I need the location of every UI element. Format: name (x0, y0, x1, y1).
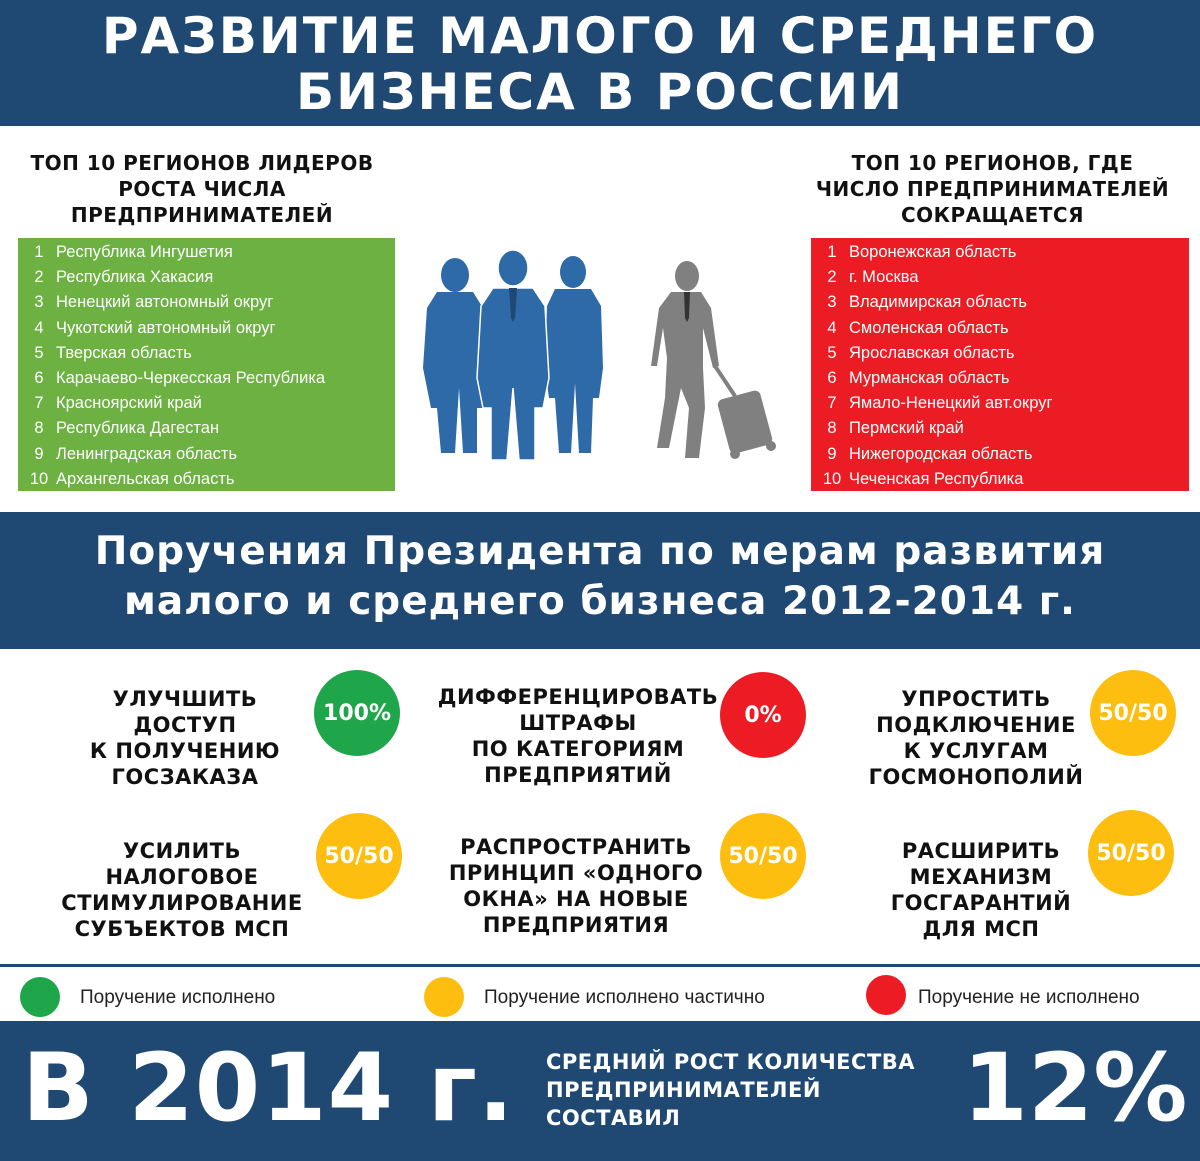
list-item-label: Республика Дагестан (56, 419, 220, 438)
order-line: ОКНА» НА НОВЫЕ (463, 887, 689, 911)
order-line: ДОСТУП (133, 713, 237, 737)
order-item-text (866, 838, 1096, 942)
list-item-number: 5 (827, 343, 837, 362)
order-line: СУБЪЕКТОВ МСП (74, 917, 290, 941)
decline-heading-line1: ТОП 10 РЕГИОНОВ, ГДЕ (851, 151, 1134, 175)
list-item-number: 1 (34, 243, 44, 262)
list-item-number: 8 (34, 419, 44, 438)
orders-title-line1: Поручения Президента по мерам развития (94, 529, 1106, 574)
summary-year: В 2014 г. (22, 1034, 515, 1143)
status-badge-label: 100% (323, 700, 391, 726)
order-line: НАЛОГОВОЕ (105, 865, 259, 889)
list-item-number: 6 (34, 369, 44, 388)
list-item-label: Владимирская область (849, 293, 1028, 312)
list-item-label: Смоленская область (849, 318, 1009, 337)
order-line: К УСЛУГАМ (903, 739, 1049, 763)
legend-not-done-label: Поручение не исполнено (918, 987, 1140, 1008)
list-item-number: 2 (827, 268, 837, 287)
list-item-number: 4 (827, 318, 837, 337)
summary-label-line1: СРЕДНИЙ РОСТ КОЛИЧЕСТВА (546, 1050, 916, 1074)
list-item (811, 290, 1189, 315)
order-line: ГОСМОНОПОЛИЙ (868, 765, 1084, 789)
order-item-text (436, 684, 720, 788)
list-item-label: Архангельская область (56, 469, 235, 488)
list-item-label: Чеченская Республика (849, 469, 1024, 488)
decline-heading-line2: ЧИСЛО ПРЕДПРИНИМАТЕЛЕЙ (815, 177, 1170, 201)
businessmen-illustration (405, 248, 800, 463)
order-line: ГОСГАРАНТИЙ (890, 891, 1072, 915)
status-badge-label: 50/50 (324, 843, 394, 869)
list-item-label: Тверская область (56, 343, 192, 362)
order-line: ПОДКЛЮЧЕНИЕ (876, 713, 1076, 737)
list-item-label: Чукотский автономный округ (56, 318, 276, 337)
order-line: ДИФФЕРЕНЦИРОВАТЬ (437, 685, 719, 709)
page-title (0, 8, 1200, 120)
order-line: РАСПРОСТРАНИТЬ (460, 835, 692, 859)
summary-label-line3: СОСТАВИЛ (546, 1106, 681, 1130)
list-item (18, 467, 395, 492)
list-item-number: 2 (34, 268, 44, 287)
decline-regions-list (811, 238, 1189, 491)
growth-regions-list (18, 238, 395, 491)
list-item (18, 442, 395, 467)
list-item-number: 5 (34, 343, 44, 362)
growth-list-heading (12, 150, 392, 228)
order-line: ПО КАТЕГОРИЯМ (471, 737, 685, 761)
businessman-with-suitcase-icon (651, 261, 776, 459)
summary-value: 12% (962, 1034, 1188, 1143)
list-item-number: 10 (29, 469, 49, 488)
list-item-label: Нижегородская область (849, 444, 1033, 463)
list-item (811, 240, 1189, 265)
legend-yellow-dot (424, 977, 464, 1017)
list-item (811, 442, 1189, 467)
order-line: ПРЕДПРИЯТИЙ (484, 763, 672, 787)
legend-done-label: Поручение исполнено (80, 987, 276, 1008)
order-item-text (444, 834, 708, 938)
list-item-number: 3 (827, 293, 837, 312)
list-item-label: Мурманская область (849, 369, 1010, 388)
status-badge-label: 50/50 (1096, 840, 1166, 866)
list-item-number: 9 (827, 444, 837, 463)
list-item (811, 416, 1189, 441)
list-item (811, 265, 1189, 290)
order-line: МЕХАНИЗМ (909, 865, 1053, 889)
list-item (18, 366, 395, 391)
order-line: ПРЕДПРИЯТИЯ (482, 913, 670, 937)
order-line: ДЛЯ МСП (922, 917, 1040, 941)
list-item-number: 7 (827, 394, 837, 413)
list-item-number: 4 (34, 318, 44, 337)
list-item-label: Пермский край (849, 419, 964, 438)
order-item-text (52, 838, 312, 942)
status-badge-not-done (720, 672, 806, 758)
list-item (811, 366, 1189, 391)
list-item (18, 391, 395, 416)
list-item-label: Карачаево-Черкесская Республика (56, 369, 326, 388)
growth-heading-line2: РОСТА ЧИСЛА (118, 177, 286, 201)
status-badge-label: 50/50 (728, 843, 798, 869)
page-title-line2: БИЗНЕСА В РОССИИ (295, 63, 905, 121)
list-item (18, 416, 395, 441)
list-item-number: 1 (827, 243, 837, 262)
order-line: УПРОСТИТЬ (901, 687, 1051, 711)
order-item-text (856, 686, 1096, 790)
status-badge-partial (316, 813, 402, 899)
list-item-label: Ярославская область (849, 343, 1015, 362)
list-item (811, 316, 1189, 341)
list-item (811, 341, 1189, 366)
list-item (18, 240, 395, 265)
decline-heading-line3: СОКРАЩАЕТСЯ (900, 203, 1085, 227)
status-badge-done (314, 670, 400, 756)
businessmen-group-icon (423, 250, 603, 460)
list-item-label: Воронежская область (849, 243, 1017, 262)
orders-title (0, 527, 1200, 627)
status-badge-label: 0% (744, 702, 782, 728)
list-item (18, 341, 395, 366)
order-line: ГОСЗАКАЗА (111, 765, 259, 789)
order-line: РАСШИРИТЬ (901, 839, 1061, 863)
status-badge-partial (1090, 670, 1176, 756)
status-badge-label: 50/50 (1098, 700, 1168, 726)
list-item-label: Ненецкий автономный округ (56, 293, 274, 312)
list-item-number: 9 (34, 444, 44, 463)
list-item-label: Ямало-Ненецкий авт.округ (849, 394, 1053, 413)
status-badge-partial (720, 813, 806, 899)
list-item-label: Республика Ингушетия (56, 243, 233, 262)
list-item-number: 6 (827, 369, 837, 388)
list-item-number: 8 (827, 419, 837, 438)
legend-red-dot (866, 975, 906, 1015)
page-title-line1: РАЗВИТИЕ МАЛОГО И СРЕДНЕГО (101, 7, 1099, 65)
list-item-label: г. Москва (849, 268, 919, 287)
growth-heading-line1: ТОП 10 РЕГИОНОВ ЛИДЕРОВ (30, 151, 374, 175)
summary-label (546, 1048, 915, 1132)
order-line: СТИМУЛИРОВАНИЕ (61, 891, 303, 915)
list-item-label: Красноярский край (56, 394, 202, 413)
list-item-label: Ленинградская область (56, 444, 238, 463)
legend-partial-label: Поручение исполнено частично (484, 987, 765, 1008)
list-item (18, 265, 395, 290)
list-item (18, 290, 395, 315)
status-badge-partial (1088, 810, 1174, 896)
order-line: К ПОЛУЧЕНИЮ (89, 739, 281, 763)
summary-label-line2: ПРЕДПРИНИМАТЕЛЕЙ (546, 1078, 821, 1102)
order-line: ШТРАФЫ (519, 711, 637, 735)
legend-divider (0, 964, 1200, 967)
list-item (811, 467, 1189, 492)
list-item-number: 10 (822, 469, 842, 488)
list-item-number: 3 (34, 293, 44, 312)
order-item-text (60, 686, 310, 790)
list-item (18, 316, 395, 341)
order-line: УСИЛИТЬ (122, 839, 242, 863)
orders-title-line2: малого и среднего бизнеса 2012-2014 г. (123, 579, 1076, 624)
list-item-number: 7 (34, 394, 44, 413)
list-item-label: Республика Хакасия (56, 268, 214, 287)
list-item (811, 391, 1189, 416)
legend-green-dot (20, 977, 60, 1017)
order-line: УЛУЧШИТЬ (112, 687, 258, 711)
order-line: ПРИНЦИП «ОДНОГО (448, 861, 704, 885)
decline-list-heading (800, 150, 1185, 228)
growth-heading-line3: ПРЕДПРИНИМАТЕЛЕЙ (70, 203, 334, 227)
